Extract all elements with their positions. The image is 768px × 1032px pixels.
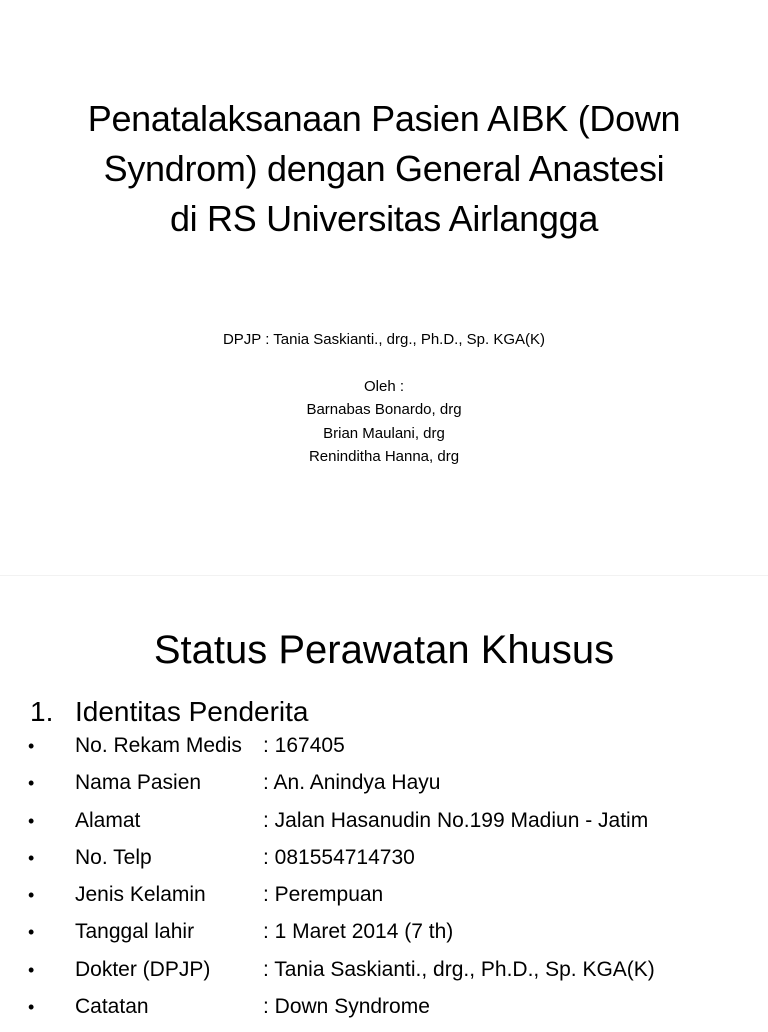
list-item: [28, 846, 748, 883]
field-label: Alamat: [75, 808, 141, 832]
author-name: Barnabas Bonardo, drg: [306, 401, 462, 418]
field-value: : Jalan Hasanudin No.199 Madiun - Jatim: [263, 808, 649, 832]
list-item: [28, 883, 748, 920]
field-label: Tanggal lahir: [75, 920, 195, 944]
title-line: Penatalaksanaan Pasien AIBK (Down: [87, 98, 681, 139]
field-label: Dokter (DPJP): [75, 957, 211, 981]
field-label: No. Rekam Medis: [75, 734, 242, 757]
slide-title-status: Status Perawatan Khusus: [153, 628, 615, 672]
patient-identity-list: [28, 734, 748, 1032]
field-label: Jenis Kelamin: [75, 883, 206, 907]
spacer: [100, 352, 668, 375]
list-item: [28, 809, 748, 846]
field-value: : An. Anindya Hayu: [263, 771, 441, 795]
bullet-icon: •: [28, 997, 35, 1018]
author-name: Brian Maulani, drg: [323, 424, 445, 442]
bullet-icon: •: [28, 885, 35, 906]
bullet-icon: •: [28, 922, 35, 943]
field-label: Nama Pasien: [75, 771, 202, 795]
field-value: : 1 Maret 2014 (7 th): [263, 920, 454, 944]
bullet-icon: •: [28, 773, 35, 794]
bullet-icon: •: [28, 959, 35, 980]
bullet-icon: •: [28, 810, 35, 831]
list-item: [28, 771, 748, 808]
list-item: [28, 734, 748, 771]
field-value: : 167405: [263, 734, 345, 757]
section-number: 1.: [30, 696, 54, 727]
field-label: Catatan: [75, 995, 149, 1019]
title-line: Syndrom) dengan General Anastesi: [103, 148, 665, 189]
bullet-icon: •: [28, 736, 35, 756]
list-item: [28, 920, 748, 957]
presentation-title: [40, 94, 728, 244]
section-title: Identitas Penderita: [75, 696, 309, 727]
field-value: : Perempuan: [263, 883, 384, 907]
field-value: : 081554714730: [263, 845, 415, 869]
field-value: : Down Syndrome: [263, 995, 430, 1019]
oleh-label: Oleh :: [363, 377, 405, 395]
subtitle-block: [100, 328, 668, 469]
dpjp-line: DPJP : Tania Saskianti., drg., Ph.D., Sp. KGA(K): [222, 331, 546, 348]
field-label: No. Telp: [75, 845, 152, 869]
section-heading: [30, 692, 309, 732]
field-value: : Tania Saskianti., drg., Ph.D., Sp. KGA(K): [263, 957, 655, 981]
bullet-icon: •: [28, 847, 35, 868]
list-item: [28, 995, 748, 1032]
title-line: di RS Universitas Airlangga: [169, 198, 599, 239]
author-name: Reninditha Hanna, drg: [308, 448, 460, 465]
list-item: [28, 958, 748, 995]
